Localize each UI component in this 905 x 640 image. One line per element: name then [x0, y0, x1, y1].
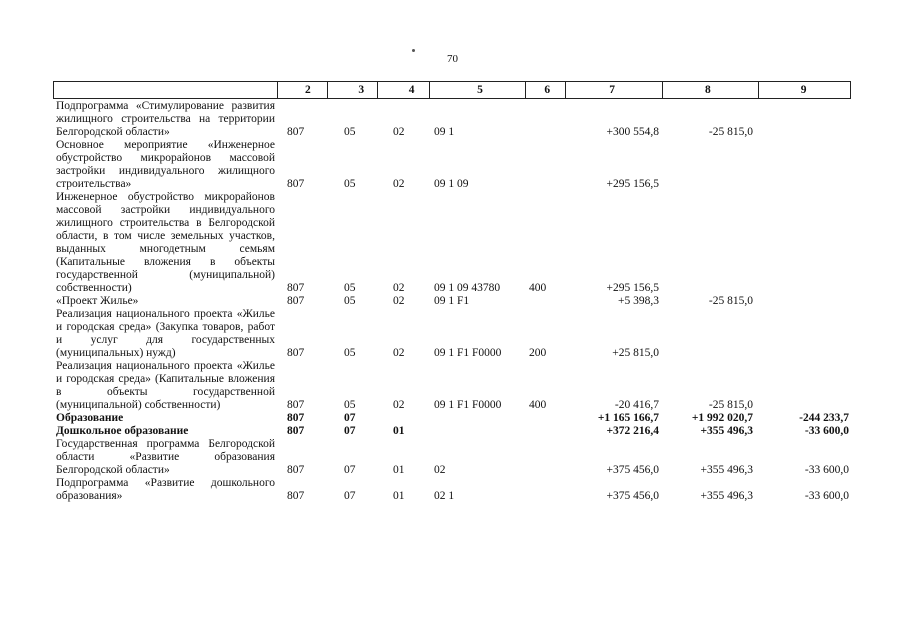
row-cell-c2: 807: [287, 412, 305, 424]
row-cell-c7: +295 156,5: [606, 282, 659, 294]
row-cell-c3: 07: [344, 464, 356, 476]
row-cell-c5: 09 1 F1 F0000: [434, 399, 502, 411]
header-col-1: [54, 82, 277, 98]
row-cell-c9: -33 600,0: [804, 464, 849, 476]
row-cell-c2: 807: [287, 399, 305, 411]
row-cell-c7: +25 815,0: [612, 347, 659, 359]
row-cell-c3: 05: [344, 295, 356, 307]
row-cell-c3: 05: [344, 282, 356, 294]
page-number: 70: [447, 53, 458, 65]
row-cell-c8: +355 496,3: [700, 490, 753, 502]
header-col-9: 9: [758, 82, 850, 98]
row-cell-c5: 09 1 09: [434, 178, 469, 190]
row-cell-c3: 05: [344, 347, 356, 359]
row-cell-c6: 400: [529, 399, 547, 411]
row-cell-c5: 02: [434, 464, 446, 476]
table-row: [53, 100, 851, 139]
table-row: [53, 295, 851, 308]
table-row: [53, 438, 851, 477]
scan-speck: [412, 49, 415, 52]
row-cell-c5: 09 1 F1 F0000: [434, 347, 502, 359]
row-cell-c2: 807: [287, 464, 305, 476]
row-cell-c2: 807: [287, 178, 305, 190]
header-col-4: 4: [377, 82, 429, 98]
header-col-8: 8: [662, 82, 758, 98]
row-cell-c4: 02: [393, 295, 405, 307]
row-cell-c3: 05: [344, 126, 356, 138]
header-col-5: 5: [429, 82, 525, 98]
row-cell-c2: 807: [287, 490, 305, 502]
row-cell-c7: +375 456,0: [606, 464, 659, 476]
row-cell-c4: 02: [393, 126, 405, 138]
row-cell-c2: 807: [287, 282, 305, 294]
row-cell-c6: 200: [529, 347, 547, 359]
row-cell-c8: +355 496,3: [700, 425, 753, 437]
row-cell-c2: 807: [287, 425, 305, 437]
header-col-7: 7: [565, 82, 663, 98]
table-row: [53, 412, 851, 425]
table-header: [53, 81, 851, 99]
row-cell-c7: +1 165 166,7: [597, 412, 659, 424]
row-cell-c8: +355 496,3: [700, 464, 753, 476]
row-cell-c5: 09 1 09 43780: [434, 282, 501, 294]
row-cell-c3: 07: [344, 412, 356, 424]
table-row: [53, 191, 851, 295]
header-col-2: 2: [277, 82, 327, 98]
row-cell-c3: 05: [344, 178, 356, 190]
row-description: Реализация национального проекта «Жилье и городская среда» (Закупка товаров, работ и услуг для государственных (муниципальных) нужд): [56, 308, 275, 359]
row-cell-c7: +372 216,4: [606, 425, 659, 437]
row-cell-c3: 05: [344, 399, 356, 411]
row-description: Инженерное обустройство микрорайонов массовой застройки индивидуального жилищного строительства в Белгородской области, в том числе земельных участков, выданных многодетным семьям (Капитальные вложения в объекты государственной (муниципальной) собственности): [56, 191, 275, 294]
table-row: [53, 360, 851, 412]
row-cell-c9: -33 600,0: [804, 425, 849, 437]
row-cell-c2: 807: [287, 347, 305, 359]
table-body: [53, 100, 851, 503]
row-cell-c5: 09 1 F1: [434, 295, 470, 307]
row-cell-c4: 01: [393, 425, 405, 437]
row-description: Подпрограмма «Стимулирование развития жилищного строительства на территории Белгородской области»: [56, 100, 275, 138]
row-cell-c2: 807: [287, 126, 305, 138]
row-cell-c7: +375 456,0: [606, 490, 659, 502]
row-cell-c4: 01: [393, 464, 405, 476]
row-cell-c4: 02: [393, 178, 405, 190]
row-description: Дошкольное образование: [56, 425, 189, 437]
row-cell-c4: 01: [393, 490, 405, 502]
row-cell-c7: +295 156,5: [606, 178, 659, 190]
row-cell-c9: -244 233,7: [799, 412, 849, 424]
header-col-3: 3: [327, 82, 377, 98]
row-cell-c3: 07: [344, 425, 356, 437]
row-cell-c8: -25 815,0: [708, 295, 753, 307]
row-description: Государственная программа Белгородской области «Развитие образования Белгородской области»: [56, 438, 275, 476]
row-description: Подпрограмма «Развитие дошкольного образования»: [56, 477, 275, 502]
row-cell-c4: 02: [393, 347, 405, 359]
table-row: [53, 139, 851, 191]
table-row: [53, 477, 851, 503]
row-cell-c5: 02 1: [434, 490, 455, 502]
row-cell-c2: 807: [287, 295, 305, 307]
row-cell-c3: 07: [344, 490, 356, 502]
row-description: Реализация национального проекта «Жилье и городская среда» (Капитальные вложения в объекты государственной (муниципальной) собственности): [56, 360, 275, 411]
row-cell-c8: -25 815,0: [708, 399, 753, 411]
row-cell-c9: -33 600,0: [804, 490, 849, 502]
row-cell-c6: 400: [529, 282, 547, 294]
row-description: Основное мероприятие «Инженерное обустройство микрорайонов массовой застройки индивидуального жилищного строительства»: [56, 139, 275, 190]
row-cell-c7: +5 398,3: [618, 295, 659, 307]
row-cell-c7: -20 416,7: [614, 399, 659, 411]
header-col-6: 6: [525, 82, 565, 98]
row-cell-c5: 09 1: [434, 126, 455, 138]
row-cell-c8: -25 815,0: [708, 126, 753, 138]
row-description: Образование: [56, 412, 124, 424]
table-row: [53, 308, 851, 360]
row-cell-c8: +1 992 020,7: [691, 412, 753, 424]
row-cell-c4: 02: [393, 399, 405, 411]
row-cell-c4: 02: [393, 282, 405, 294]
table-row: [53, 425, 851, 438]
row-cell-c7: +300 554,8: [606, 126, 659, 138]
row-description: «Проект Жилье»: [56, 295, 139, 307]
